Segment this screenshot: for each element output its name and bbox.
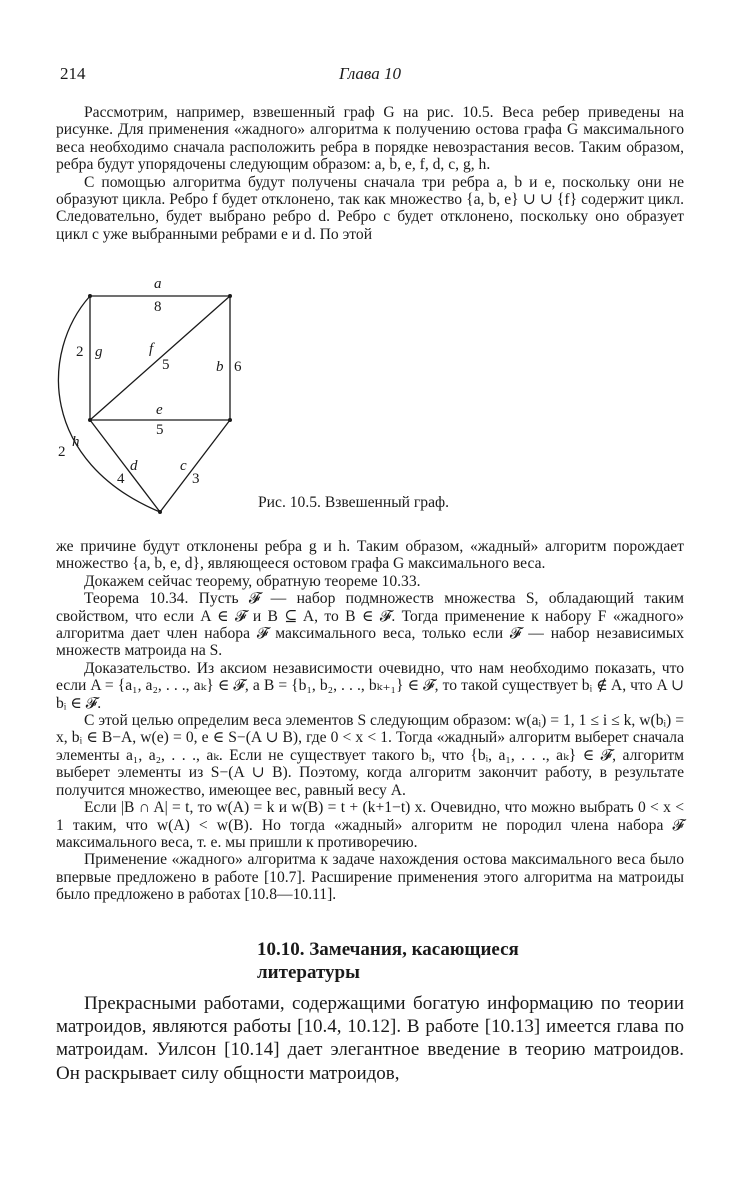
- edge-label-c: c: [180, 458, 187, 474]
- vertex: [228, 418, 232, 422]
- running-header: [60, 64, 680, 86]
- edge-label-e: e: [156, 402, 163, 418]
- edge-weight-g: 2: [76, 344, 84, 360]
- edge-weight-h: 2: [58, 444, 66, 460]
- chapter-title: Глава 10: [339, 64, 401, 83]
- text-block-bottom: [56, 992, 684, 1085]
- paragraph: Прекрасными работами, содержащими богатую информацию по теории матроидов, являются работы [10.4, 10.12]. В работе [10.13] имеется глава по матроидам. Уилсон [10.14] дает элегантное введение в теорию матроидов. Он раскрывает силу общности матроидов,: [56, 993, 684, 1084]
- edge-weight-c: 3: [192, 471, 200, 487]
- text-block-middle: [56, 538, 684, 904]
- proof-paragraph: Доказательство. Из аксиом независимости очевидно, что нам необходимо показать, что если A = {a₁, a₂, . . ., aₖ} ∈ 𝓕, а B = {b₁, b₂, . . ., bₖ₊₁} ∈ 𝓕, то такой существует bᵢ ∉ A, что A ∪ bᵢ ∈ 𝓕.: [56, 659, 684, 712]
- section-title: Замечания, касающиеся литературы: [257, 939, 519, 983]
- paragraph: С этой целью определим веса элементов S следующим образом: w(aᵢ) = 1, 1 ≤ i ≤ k, w(bᵢ) = x, bᵢ ∈ B−A, w(e) = 0, e ∈ S−(A ∪ B), где 0 < x < 1. Тогда «жадный» алгоритм выберет сначала элементы a₁, a₂, . . ., aₖ. Если не существует такого bᵢ, что {bᵢ, a₁, . . ., aₖ} ∈ 𝓕, алгоритм выберет элементы из S−(A ∪ B). Поэтому, когда алгоритм закончит работу, в результате получится множество, имеющее вес, равный весу A.: [56, 712, 684, 799]
- theorem-paragraph: Теорема 10.34. Пусть 𝓕 — набор подмножеств множества S, обладающий таким свойством, что если A ∈ 𝓕 и B ⊆ A, то B ∈ 𝓕. Тогда применение к набору F «жадного» алгоритма дает член набора 𝓕 максимального веса, только если 𝓕 — набор независимых множеств матроида на S.: [56, 590, 684, 660]
- edge-c-line: [160, 420, 230, 512]
- vertex: [158, 510, 162, 514]
- text-block-top: [56, 104, 684, 243]
- weighted-graph: [50, 272, 280, 522]
- vertex: [88, 294, 92, 298]
- vertex: [228, 294, 232, 298]
- paragraph: Рассмотрим, например, взвешенный граф G на рис. 10.5. Веса ребер приведены на рисунке. Для применения «жадного» алгоритма к получению остова графа G максимального веса необходимо сначала расположить ребра в порядке невозрастания весов. Таким образом, ребра будут упорядочены следующим образом: a, b, e, f, d, c, g, h.: [56, 104, 684, 174]
- edge-label-a: a: [154, 276, 162, 292]
- edge-label-f: f: [149, 341, 154, 357]
- edge-weight-e: 5: [156, 422, 164, 438]
- edge-d-line: [90, 420, 160, 512]
- paragraph: Докажем сейчас теорему, обратную теореме 10.33.: [84, 572, 421, 590]
- section-heading: [257, 938, 597, 984]
- vertex: [88, 418, 92, 422]
- figure-caption: Рис. 10.5. Взвешенный граф.: [258, 494, 450, 511]
- paragraph: Если |B ∩ A| = t, то w(A) = k и w(B) = t + (k+1−t) x. Очевидно, что можно выбрать 0 < x < 1 таким, что w(A) < w(B). Но тогда «жадный» алгоритм не породил члена набора 𝓕 максимального веса, т. е. мы пришли к противоречию.: [56, 799, 684, 851]
- paragraph: же причине будут отклонены ребра g и h. Таким образом, «жадный» алгоритм порождает множество {a, b, e, d}, являющееся остовом графа G максимального веса.: [56, 538, 684, 573]
- edge-weight-f: 5: [162, 357, 170, 373]
- edge-weight-a: 8: [154, 299, 162, 315]
- section-number: 10.10.: [257, 939, 305, 960]
- paragraph: С помощью алгоритма будут получены сначала три ребра a, b и e, поскольку они не образуют цикла. Ребро f будет отклонено, так как множество {a, b, e} ∪ ∪ {f} содержит цикл. Следовательно, будет выбрано ребро d. Ребро c будет отклонено, поскольку оно образует цикл с уже выбранными ребрами e и d. По этой: [56, 173, 684, 243]
- edge-label-b: b: [216, 359, 224, 375]
- edge-label-g: g: [95, 344, 103, 360]
- page-number: 214: [60, 64, 86, 83]
- edge-h-curve: [58, 296, 160, 512]
- edge-weight-b: 6: [234, 359, 242, 375]
- paragraph: Применение «жадного» алгоритма к задаче нахождения остова максимального веса было впервые предложено в работе [10.7]. Расширение применения этого алгоритма на матроиды было предложено в работах [10.8—10.11].: [56, 851, 684, 904]
- edge-label-h: h: [72, 434, 80, 450]
- edge-weight-d: 4: [117, 471, 125, 487]
- weighted-graph-figure: [50, 272, 280, 522]
- edge-label-d: d: [130, 458, 138, 474]
